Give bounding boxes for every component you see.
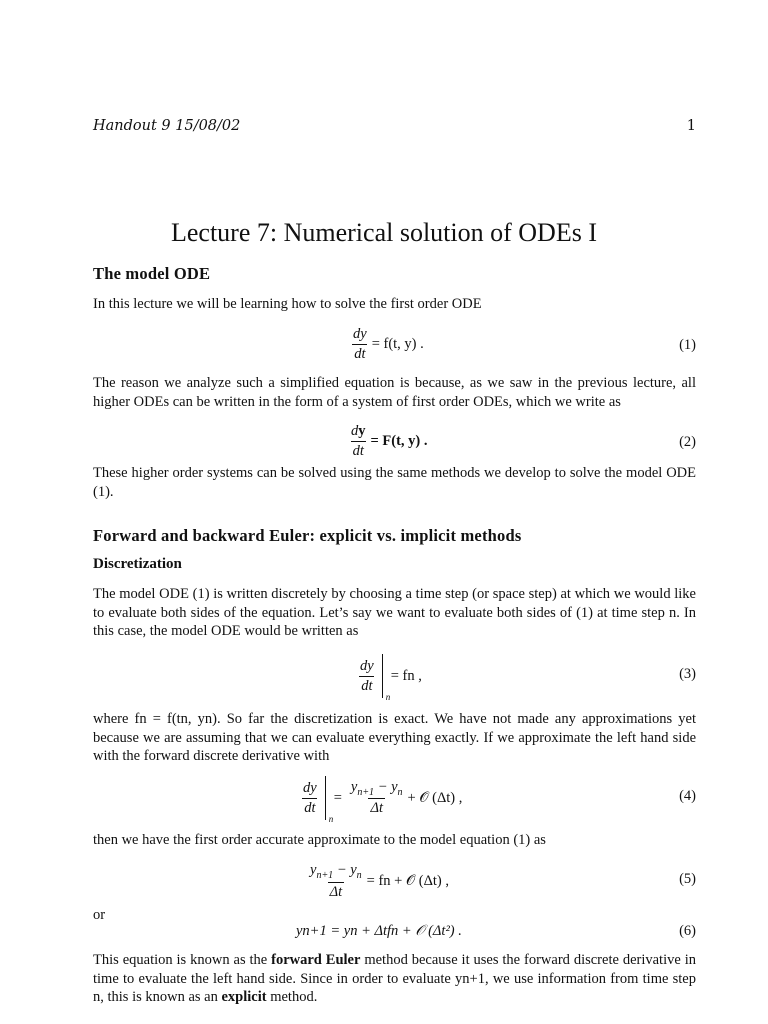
paragraph-2: The reason we analyze such a simplified equation is because, as we saw in the previous lecture, all higher ODEs can be written in the form of a system of first order ODEs, which we write as (93, 375, 696, 410)
term-explicit: explicit (221, 989, 267, 1005)
equation-6-text: yn+1 = yn + Δtfn + 𝒪 (Δt²) . (296, 923, 462, 939)
evaluation-bar: n (325, 776, 326, 820)
fraction-forward-difference: $\frac{y_{n+1} - y_n}{\Delta t}$ (310, 862, 362, 900)
equation-1-rhs: = f(t, y) . (371, 336, 424, 352)
equation-2 (93, 423, 696, 463)
equation-number-3: (3) (679, 666, 696, 682)
paragraph-7: or (93, 907, 106, 923)
equals-sign: = (333, 789, 342, 806)
fraction-forward-difference: $\frac{y_{n+1} - y_n}{\Delta t}$ (350, 778, 403, 817)
equation-5-rhs: = fn + 𝒪 (Δt) , (366, 872, 450, 889)
equation-number-4: (4) (679, 788, 696, 804)
section-heading-euler: Forward and backward Euler: explicit vs. implicit methods (93, 526, 522, 545)
evaluation-bar: n (382, 654, 383, 698)
paragraph-3: These higher order systems can be solved using the same methods we develop to solve the model ODE (1). (93, 465, 696, 500)
section-heading-model-ode: The model ODE (93, 264, 211, 283)
equation-1 (93, 326, 696, 366)
equation-number-5: (5) (679, 871, 696, 887)
equation-4-rhs: + 𝒪 (Δt) , (407, 789, 463, 806)
equation-number-2: (2) (679, 434, 696, 450)
paragraph-8-text-e: method. (266, 989, 318, 1005)
equation-5 (93, 862, 696, 902)
equation-number-6: (6) (679, 923, 696, 939)
fraction-dY-dt: $\frac{dy}{dt}$ (351, 423, 366, 459)
paragraph-8-text-a: This equation is known as the (93, 952, 272, 968)
page-number: 1 (686, 118, 696, 134)
fraction-dy-dt: $\frac{dy}{dt}$ (303, 779, 317, 816)
paragraph-1: In this lecture we will be learning how to solve the first order ODE (93, 296, 482, 312)
paragraph-5: where fn = f(tn, yn). So far the discretization is exact. We have not made any approximations yet because we are assuming that we can evaluate everything exactly. If we approximate the left hand side with the forward discrete derivative with (93, 711, 696, 764)
paragraph-6: then we have the first order accurate approximate to the model equation (1) as (93, 832, 546, 848)
subsection-heading-discretization: Discretization (93, 556, 182, 572)
equation-3 (93, 654, 696, 704)
equation-number-1: (1) (679, 337, 696, 353)
equation-2-rhs: = F(t, y) . (370, 433, 428, 449)
paragraph-4: The model ODE (1) is written discretely by choosing a time step (or space step) at which we would like to evaluate both sides of the equation. Let’s say we want to evaluate both sides of (1) at time step n. In this case, the model ODE would be written as (93, 586, 696, 639)
equation-6 (93, 923, 696, 945)
fraction-dy-dt: $\frac{dy}{dt}$ (353, 326, 367, 362)
paragraph-8-text-c: method because it uses the forward discrete derivative in time to evaluate the left hand side. Since in order to evaluate yn+1, we use information from time step n, this is known as an (93, 952, 696, 1005)
equation-4 (93, 776, 696, 826)
fraction-dy-dt: $\frac{dy}{dt}$ (360, 657, 374, 694)
header-left: Handout 9 15/08/02 (93, 118, 241, 134)
equation-3-rhs: = fn , (390, 667, 422, 684)
running-header (93, 118, 696, 134)
term-forward-euler: forward Euler (271, 952, 361, 968)
paragraph-8 (93, 951, 696, 1007)
lecture-title: Lecture 7: Numerical solution of ODEs I (171, 218, 597, 247)
